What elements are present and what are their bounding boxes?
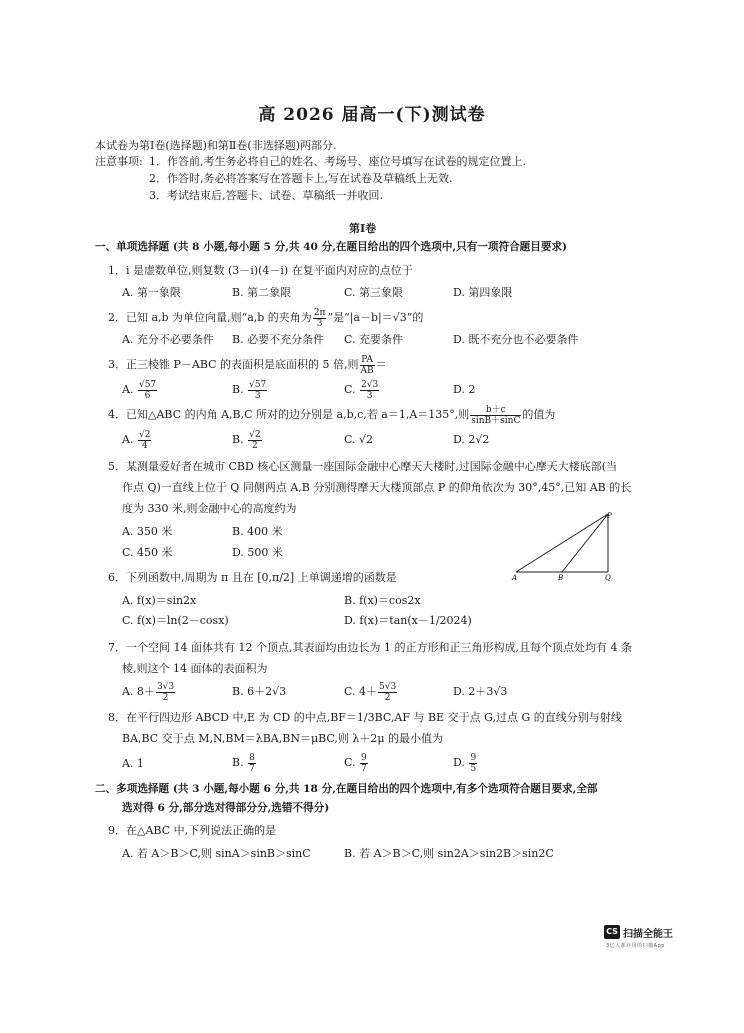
scanner-logo-icon: CS bbox=[604, 925, 620, 939]
q2-stem: 2．已知 a,b 为单位向量,则“a,b 的夹角为 $\frac{2\pi}{3}$ ”是“|a－b|＝√3”的 bbox=[108, 307, 424, 329]
q4-stem: 4．已知△ABC 的内角 A,B,C 所对的边分别是 a,b,c,若 a＝1,A＝135°,则 $\frac{b+c}{\sin B+\sin C}$ 的值为 bbox=[108, 404, 556, 426]
q9-stem: 9．在△ABC 中,下列说法正确的是 bbox=[108, 824, 277, 837]
q4-option-b: B. $\frac{√2}{2}$ bbox=[232, 429, 261, 451]
q1-option-a: A. 第一象限 bbox=[122, 286, 181, 299]
fig-label-p: P bbox=[607, 512, 612, 520]
q3-stem: 3．正三棱锥 P－ABC 的表面积是底面积的 5 倍,则 $\frac{PA}{AB}$ ＝ bbox=[108, 354, 387, 376]
fig-label-a: A bbox=[512, 574, 518, 582]
q5-line3: 度为 330 米,则金融中心的高度约为 bbox=[122, 502, 297, 515]
section-volume: 第Ⅰ卷 bbox=[349, 222, 377, 235]
part2-heading-line1: 二、多项选择题 (共 3 小题,每小题 6 分,共 18 分,在题目给出的四个选项中,有多个选项符合题目要求,全部 bbox=[95, 783, 598, 795]
q3-option-c: C. $\frac{2√3}{3}$ bbox=[344, 379, 379, 401]
q5-line2: 作点 Q)一直线上位于 Q 同侧两点 A,B 分别测得摩天大楼顶部点 P 的仰角依次为 30°,45°,已知 AB 的长 bbox=[122, 481, 632, 494]
q5-option-c: C. 450 米 bbox=[122, 546, 173, 559]
fig-line-bp bbox=[562, 514, 608, 572]
q1-stem: 1．i 是虚数单位,则复数 (3－i)(4－i) 在复平面内对应的点位于 bbox=[108, 264, 413, 277]
q7-option-d: D. 2＋3√3 bbox=[453, 685, 508, 698]
q5-line1: 5．某测量爱好者在城市 CBD 核心区测量一座国际金融中心摩天大楼时,过国际金融中心摩天大楼底部(当 bbox=[108, 460, 618, 473]
fig-line-ap bbox=[516, 514, 608, 572]
q6-option-d: D. f(x)＝tan(x－1/2024) bbox=[344, 614, 472, 627]
q4-option-d: D. 2√2 bbox=[453, 433, 490, 446]
q8-option-b: B. $\frac{8}{7}$ bbox=[232, 752, 255, 774]
q3-option-b: B. $\frac{√57}{3}$ bbox=[232, 379, 267, 401]
exam-title: 高 2026 届高一(下)测试卷 bbox=[258, 105, 486, 125]
q5-figure bbox=[508, 510, 624, 582]
q8-option-c: C. $\frac{9}{7}$ bbox=[344, 752, 367, 774]
note-2: 2．作答时,务必将答案写在答题卡上,写在试卷及草稿纸上无效. bbox=[149, 172, 453, 185]
q8-line2: BA,BC 交于点 M,N,BM＝λBA,BN＝μBC,则 λ＋2μ 的最小值为 bbox=[122, 732, 444, 745]
q7-option-b: B. 6＋2√3 bbox=[232, 685, 287, 698]
q3-option-a: A. $\frac{√57}{6}$ bbox=[122, 379, 157, 401]
fig-label-q: Q bbox=[605, 574, 611, 582]
scanner-app-name: 扫描全能王 bbox=[623, 929, 673, 940]
part1-heading: 一、单项选择题 (共 8 小题,每小题 5 分,共 40 分,在题目给出的四个选项中,只有一项符合题目要求) bbox=[95, 241, 568, 253]
q3-option-d: D. 2 bbox=[453, 383, 476, 396]
q5-option-a: A. 350 米 bbox=[122, 525, 173, 538]
q8-line1: 8．在平行四边形 ABCD 中,E 为 CD 的中点,BF＝1/3BC,AF 与 BE 交于点 G,过点 G 的直线分别与射线 bbox=[108, 711, 622, 724]
q6-option-a: A. f(x)＝sin2x bbox=[122, 594, 197, 607]
q7-option-a: A. 8＋ $\frac{3√3}{2}$ bbox=[122, 681, 175, 703]
q2-option-a: A. 充分不必要条件 bbox=[122, 333, 214, 346]
q7-line2: 棱,则这个 14 面体的表面积为 bbox=[122, 662, 268, 675]
q9-option-a: A. 若 A＞B＞C,则 sinA＞sinB＞sinC bbox=[122, 847, 311, 860]
notes-label: 注意事项: bbox=[95, 155, 143, 168]
q8-option-a: A. 1 bbox=[122, 757, 144, 770]
q2-option-c: C. 充要条件 bbox=[344, 333, 404, 346]
intro-line: 本试卷为第Ⅰ卷(选择题)和第Ⅱ卷(非选择题)两部分. bbox=[95, 139, 337, 152]
q1-option-c: C. 第三象限 bbox=[344, 286, 404, 299]
q6-option-c: C. f(x)＝ln(2－cosx) bbox=[122, 614, 229, 627]
q6-option-b: B. f(x)＝cos2x bbox=[344, 594, 421, 607]
q5-option-d: D. 500 米 bbox=[232, 546, 283, 559]
scanner-tagline: 3亿人都在用的扫描App bbox=[606, 943, 665, 949]
q2-option-b: B. 必要不充分条件 bbox=[232, 333, 325, 346]
q1-option-d: D. 第四象限 bbox=[453, 286, 513, 299]
q7-line1: 7．一个空间 14 面体共有 12 个顶点,其表面均由边长为 1 的正方形和正三角形构成,且每个顶点处均有 4 条 bbox=[108, 641, 632, 654]
q8-option-d: D. $\frac{9}{5}$ bbox=[453, 752, 477, 774]
fig-label-b: B bbox=[558, 574, 564, 582]
q6-stem: 6．下列函数中,周期为 π 且在 [0,π/2] 上单调递增的函数是 bbox=[108, 571, 397, 584]
note-1: 1．作答前,考生务必将自己的姓名、考场号、座位号填写在试卷的规定位置上. bbox=[149, 155, 526, 168]
q2-option-d: D. 既不充分也不必要条件 bbox=[453, 333, 579, 346]
q9-option-b: B. 若 A＞B＞C,则 sin2A＞sin2B＞sin2C bbox=[344, 847, 554, 860]
q5-option-b: B. 400 米 bbox=[232, 525, 283, 538]
part2-heading-line2: 选对得 6 分,部分选对得部分分,选错不得分) bbox=[122, 802, 330, 814]
q7-option-c: C. 4＋ $\frac{5√3}{2}$ bbox=[344, 681, 397, 703]
q1-option-b: B. 第二象限 bbox=[232, 286, 292, 299]
q4-option-a: A. $\frac{√2}{4}$ bbox=[122, 429, 151, 451]
note-3: 3．考试结束后,答题卡、试卷、草稿纸一并收回. bbox=[149, 189, 383, 202]
q4-option-c: C. √2 bbox=[344, 433, 374, 446]
